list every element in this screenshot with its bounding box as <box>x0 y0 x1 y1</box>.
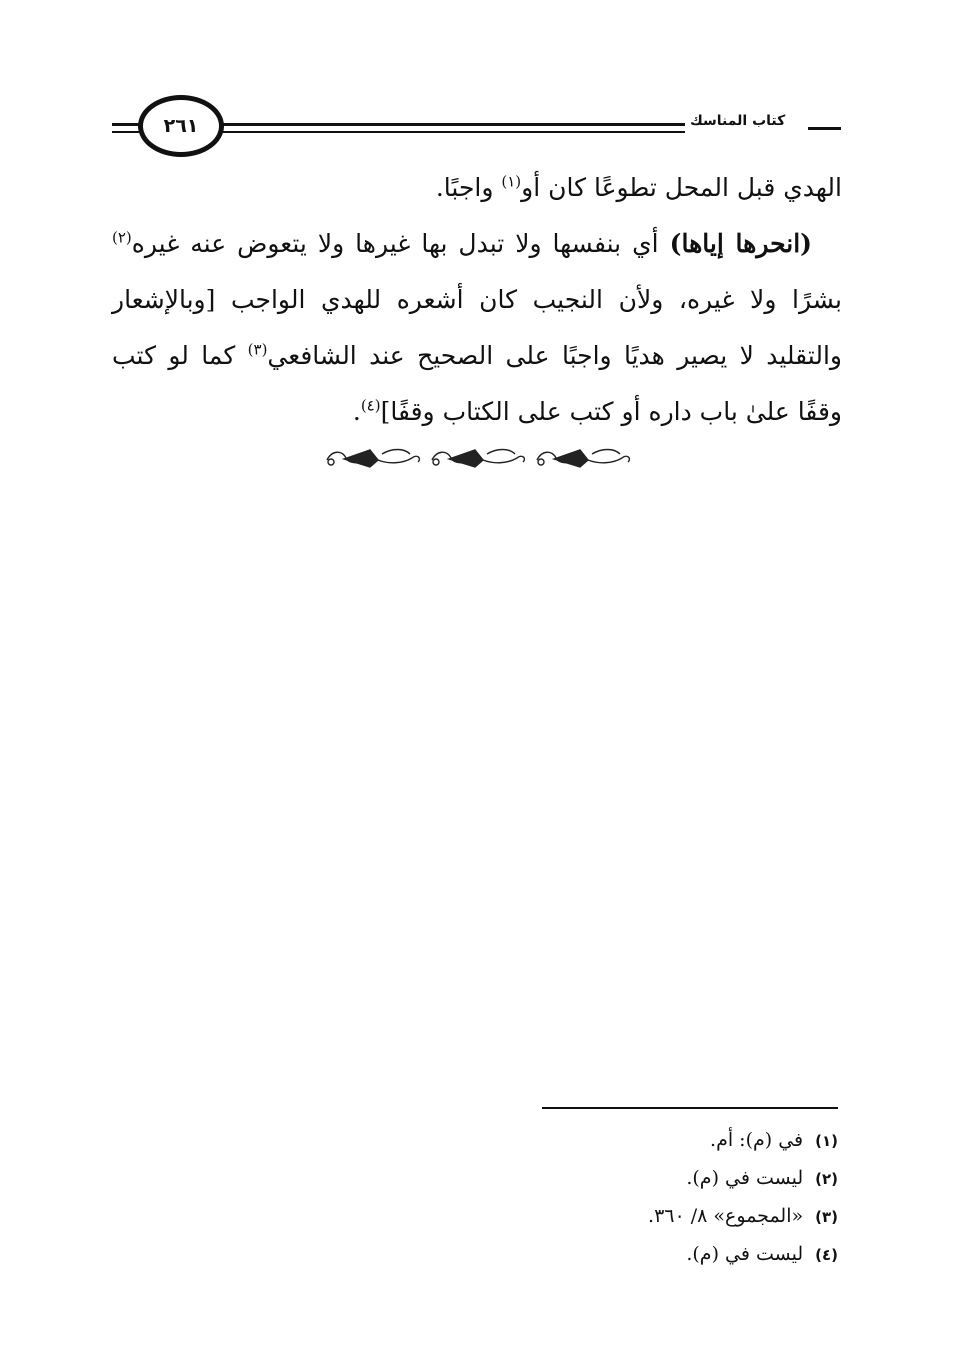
footnote-3: (٣)«المجموع» ٨/ ٣٦٠. <box>648 1205 838 1227</box>
section-divider-ornament <box>322 440 637 474</box>
footnote-1: (١)في (م): أم. <box>710 1129 838 1151</box>
footnote-ref-3[interactable]: (٣) <box>247 340 268 359</box>
header-rule-middle-thin <box>220 131 685 133</box>
header-rule-left-thin <box>112 131 142 133</box>
page-number: ٢٦١ <box>138 95 224 157</box>
running-title: كتاب المناسك <box>690 113 786 129</box>
bold-lemma: (انحرها إياها) <box>669 229 812 258</box>
footnotes <box>560 1122 838 1274</box>
footnote-2: (٢)ليست في (م). <box>686 1167 838 1189</box>
footnote-separator <box>542 1107 838 1109</box>
footnote-ref-2[interactable]: (٢) <box>112 228 132 247</box>
ornament-motif <box>327 450 419 468</box>
paragraph-1: الهدي قبل المحل تطوعًا كان أو$^{(١)}$ واجبًا. <box>435 172 842 202</box>
paragraph-2: (انحرها إياها) أي بنفسها ولا تبدل بها غيرها ولا يتعوض عنه غيره$^{(٢)}$ بشرًا ولا غيره، ولأن النجيب كان أشعره للهدي الواجب [وبالإشعار والتقليد لا يصير هديًا واجبًا على الصحيح عند الشافعي$^{(٣)}$ كما لو كتب وقفًا علىٰ باب داره أو كتب على الكتاب وقفًا]$^{(٤)}$. <box>112 228 842 426</box>
main-text <box>112 160 842 440</box>
ornament-motif <box>537 450 629 468</box>
footnote-ref-4[interactable]: (٤) <box>360 396 381 415</box>
footnote-ref-1[interactable]: (١) <box>501 172 522 191</box>
header-rule-right <box>808 127 841 130</box>
footnote-4: (٤)ليست في (م). <box>686 1243 838 1265</box>
ornament-motif <box>432 450 524 468</box>
header-rule-middle <box>220 123 685 126</box>
